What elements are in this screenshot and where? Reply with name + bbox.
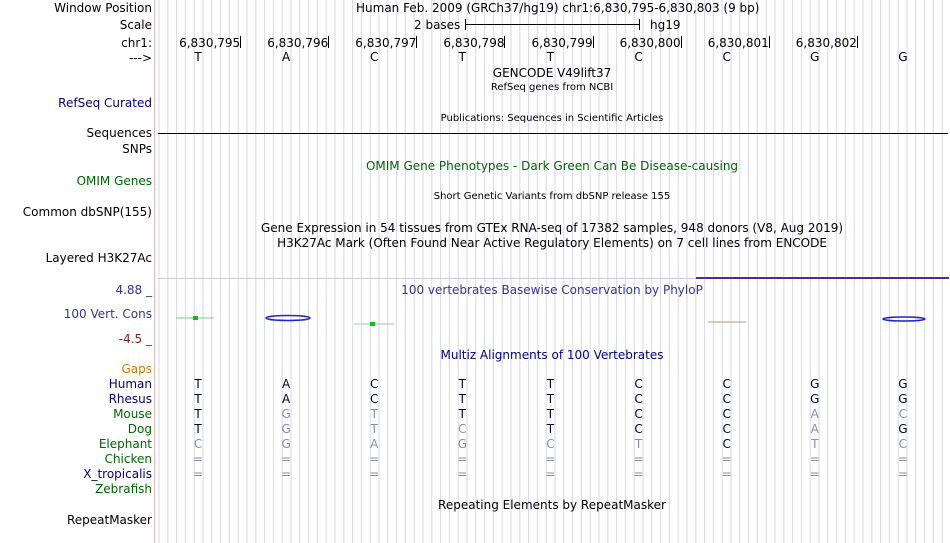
- omim-title[interactable]: OMIM Gene Phenotypes - Dark Green Can Be Disease-causing: [365, 159, 739, 173]
- cons-label[interactable]: 100 Vert. Cons: [63, 307, 152, 321]
- position-tick-label: 6,830,801: [707, 36, 769, 50]
- alignment-base: T: [546, 407, 555, 421]
- refseq-subtitle: RefSeq genes from NCBI: [490, 82, 614, 93]
- base-letter: G: [898, 50, 908, 64]
- alignment-base: =: [281, 452, 292, 466]
- position-tick-mark: [416, 36, 417, 48]
- base-letter: C: [370, 50, 379, 64]
- cons-bar-9: [883, 317, 925, 321]
- alignment-base: C: [722, 437, 731, 451]
- dbsnp-title[interactable]: Short Genetic Variants from dbSNP release 155: [433, 191, 671, 202]
- alignment-base: C: [370, 392, 379, 406]
- base-letter: T: [194, 50, 202, 64]
- h3k27ac-baseline: [158, 278, 696, 279]
- alignment-base: C: [634, 422, 643, 436]
- refseq-curated-label[interactable]: RefSeq Curated: [58, 96, 152, 110]
- alignment-base: A: [282, 377, 291, 391]
- alignment-base: T: [194, 392, 202, 406]
- alignment-base: T: [546, 392, 555, 406]
- species-label[interactable]: Zebrafish: [95, 482, 152, 496]
- dbsnp-label[interactable]: Common dbSNP(155): [22, 205, 152, 219]
- alignment-base: G: [810, 392, 820, 406]
- species-label[interactable]: Dog: [127, 422, 152, 436]
- scale-label: Scale: [119, 18, 152, 32]
- alignment-base: =: [457, 452, 468, 466]
- repeatmasker-label[interactable]: RepeatMasker: [66, 513, 152, 527]
- alignment-base: G: [281, 437, 291, 451]
- alignment-base: G: [898, 392, 908, 406]
- cons-plot: [158, 306, 950, 330]
- alignment-base: C: [546, 437, 555, 451]
- alignment-base: T: [194, 407, 202, 421]
- alignment-base: C: [722, 392, 731, 406]
- position-tick-mark: [240, 36, 241, 48]
- alignment-base: C: [193, 437, 203, 451]
- strand-label: --->: [128, 51, 152, 65]
- alignment-base: =: [545, 467, 556, 481]
- alignment-base: =: [457, 467, 468, 481]
- cons-bar-2: [266, 316, 310, 321]
- alignment-base: C: [722, 377, 731, 391]
- gaps-label[interactable]: Gaps: [121, 362, 152, 376]
- position-tick-mark: [681, 36, 682, 48]
- position-tick-label: 6,830,800: [619, 36, 681, 50]
- snps-label[interactable]: SNPs: [122, 142, 152, 156]
- species-label[interactable]: Human: [108, 377, 152, 391]
- alignment-base: C: [898, 407, 908, 421]
- scale-bar-left-tick: [465, 19, 466, 30]
- species-label[interactable]: Rhesus: [108, 392, 152, 406]
- alignment-base: T: [634, 437, 643, 451]
- scale-bar-right-tick: [639, 19, 640, 30]
- alignment-base: C: [634, 392, 643, 406]
- alignment-base: =: [281, 467, 292, 481]
- base-letter: T: [458, 50, 467, 64]
- alignment-base: =: [369, 467, 380, 481]
- alignment-base: C: [634, 377, 643, 391]
- multiz-title[interactable]: Multiz Alignments of 100 Vertebrates: [440, 348, 664, 362]
- omim-genes-label[interactable]: OMIM Genes: [76, 174, 152, 188]
- alignment-base: C: [458, 422, 467, 436]
- alignment-base: =: [721, 452, 732, 466]
- sequences-label[interactable]: Sequences: [86, 126, 152, 140]
- alignment-base: A: [282, 392, 291, 406]
- window-position-text[interactable]: Human Feb. 2009 (GRCh37/hg19) chr1:6,830,795-6,830,803 (9 bp): [356, 1, 760, 15]
- alignment-base: T: [458, 377, 467, 391]
- alignment-base: =: [897, 467, 908, 481]
- h3k27ac-title[interactable]: H3K27Ac Mark (Often Found Near Active Regulatory Elements) on 7 cell lines from ENCODE: [277, 236, 827, 250]
- position-tick-label: 6,830,797: [355, 36, 417, 50]
- h3k27ac-signal: [696, 277, 949, 279]
- alignment-base: T: [546, 422, 555, 436]
- base-letter: G: [810, 50, 820, 64]
- species-label[interactable]: X_tropicalis: [83, 467, 152, 481]
- scale-db: hg19: [650, 18, 681, 32]
- sequences-line: [158, 133, 948, 134]
- alignment-base: =: [809, 452, 820, 466]
- position-tick-label: 6,830,799: [531, 36, 593, 50]
- alignment-base: C: [722, 422, 731, 436]
- position-tick-label: 6,830,802: [795, 36, 857, 50]
- cons-title[interactable]: 100 vertebrates Basewise Conservation by PhyloP: [401, 283, 703, 297]
- alignment-base: =: [721, 467, 732, 481]
- alignment-base: =: [545, 452, 556, 466]
- h3k27ac-label[interactable]: Layered H3K27Ac: [45, 251, 152, 265]
- alignment-base: T: [370, 422, 378, 436]
- alignment-base: T: [458, 407, 467, 421]
- alignment-base: A: [810, 407, 819, 421]
- cons-bar-1-peak: [193, 316, 198, 320]
- alignment-base: G: [281, 422, 291, 436]
- base-letter: A: [282, 50, 291, 64]
- alignment-base: T: [194, 377, 202, 391]
- position-tick-mark: [328, 36, 329, 48]
- base-letter: C: [722, 50, 731, 64]
- alignment-base: =: [897, 452, 908, 466]
- alignment-base: C: [634, 407, 643, 421]
- alignment-base: G: [457, 437, 467, 451]
- species-label[interactable]: Chicken: [104, 452, 152, 466]
- alignment-base: G: [898, 377, 908, 391]
- scale-bar: [465, 24, 640, 25]
- base-letter: T: [546, 50, 555, 64]
- species-label[interactable]: Mouse: [113, 407, 152, 421]
- cons-min-label: -4.5 _: [118, 332, 152, 346]
- alignment-base: =: [369, 452, 380, 466]
- base-letter: C: [634, 50, 643, 64]
- alignment-base: =: [633, 467, 644, 481]
- alignment-base: T: [546, 377, 555, 391]
- alignment-base: C: [370, 377, 379, 391]
- position-tick-label: 6,830,795: [179, 36, 241, 50]
- species-label[interactable]: Elephant: [98, 437, 152, 451]
- gencode-title[interactable]: GENCODE V49lift37: [492, 66, 612, 80]
- alignment-base: T: [811, 437, 819, 451]
- alignment-base: T: [370, 407, 378, 421]
- alignment-base: C: [898, 437, 908, 451]
- scale-text: 2 bases: [414, 18, 461, 32]
- publications-title[interactable]: Publications: Sequences in Scientific Articles: [440, 113, 664, 124]
- alignment-base: A: [370, 437, 379, 451]
- repeat-title[interactable]: Repeating Elements by RepeatMasker: [438, 498, 666, 512]
- position-tick-mark: [593, 36, 594, 48]
- alignment-base: =: [633, 452, 644, 466]
- alignment-base: C: [722, 407, 731, 421]
- alignment-base: G: [898, 422, 908, 436]
- alignment-base: A: [810, 422, 819, 436]
- position-tick-label: 6,830,798: [443, 36, 505, 50]
- alignment-base: G: [810, 377, 820, 391]
- cons-bar-3-peak: [370, 322, 375, 326]
- alignment-base: =: [193, 467, 204, 481]
- alignment-base: =: [809, 467, 820, 481]
- position-tick-label: 6,830,796: [267, 36, 329, 50]
- position-tick-mark: [857, 36, 858, 48]
- cons-max-label: 4.88 _: [115, 283, 152, 297]
- alignment-base: T: [194, 422, 202, 436]
- gtex-title[interactable]: Gene Expression in 54 tissues from GTEx RNA-seq of 17382 samples, 948 donors (V8, Aug 2019): [260, 221, 844, 235]
- chrom-label: chr1:: [121, 36, 152, 50]
- position-tick-mark: [504, 36, 505, 48]
- alignment-base: =: [193, 452, 204, 466]
- window-position-label: Window Position: [54, 1, 152, 15]
- alignment-base: T: [458, 392, 467, 406]
- position-tick-mark: [769, 36, 770, 48]
- alignment-base: G: [281, 407, 291, 421]
